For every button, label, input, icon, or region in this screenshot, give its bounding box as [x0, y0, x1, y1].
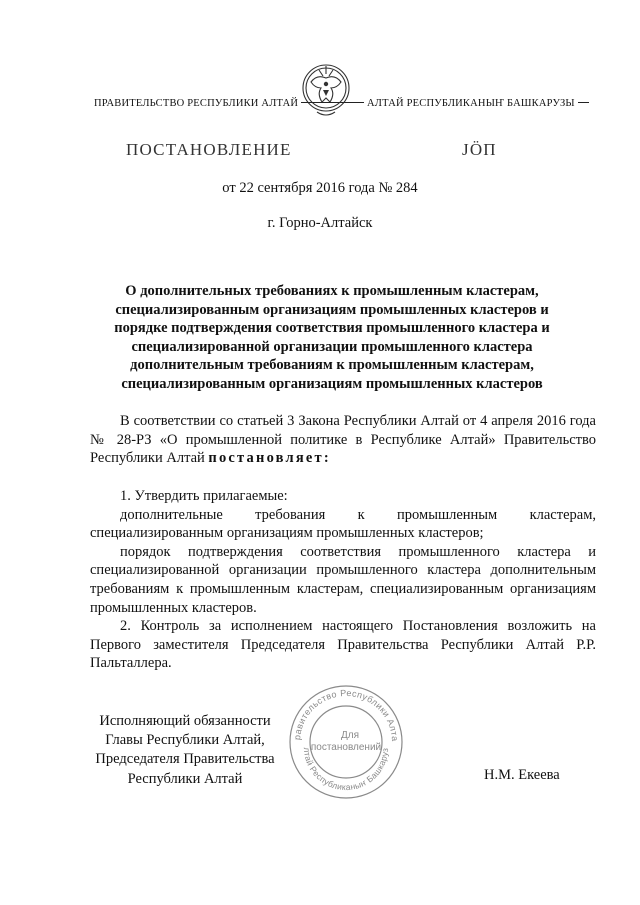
stamp-outer-bottom: лтай Республиканыҥ Башкаруз — [301, 747, 391, 793]
preamble-text: В соответствии со статьей 3 Закона Республики Алтай от 4 апреля 2016 года № 28-РЗ «О промышленной политике в Республике Алтай» Правительство Республики Алтай — [90, 413, 596, 467]
preamble-emphasis: постановляет: — [208, 450, 331, 467]
position-line: Республики Алтай — [127, 770, 243, 787]
position-line: Исполняющий обязанности — [99, 713, 271, 729]
position-line: Главы Республики Алтай, — [105, 732, 265, 749]
title-line: порядке подтверждения соответствия промышленного кластера и — [114, 320, 550, 337]
preamble-paragraph — [90, 412, 596, 468]
doc-type-alt: ЈӦП — [462, 140, 497, 159]
title-line: специализированной организации промышленного кластера — [131, 338, 533, 355]
position-line: Председателя Правительства — [95, 751, 275, 768]
stamp-outer-top: равительство Республики Алта — [291, 687, 401, 742]
stamp-inner-line-1: Для — [340, 730, 360, 741]
document-city: г. Горно-Алтайск — [267, 215, 373, 231]
signatory-position — [90, 712, 280, 789]
title-line: специализированным организациям промышленных кластеров и — [115, 301, 549, 318]
item-1-b: порядок подтверждения соответствия промышленного кластера и специализированной организации промышленного кластера дополнительным требованиям к промышленным кластерам, специализированным организациям промышленных кластеров. — [90, 543, 596, 616]
item-1-intro: 1. Утвердить прилагаемые: — [120, 488, 288, 504]
signatory-name: Н.М. Екеева — [484, 767, 560, 783]
stamp-inner-line-2: постановлений — [310, 742, 382, 753]
document-title — [92, 282, 572, 394]
title-line: О дополнительных требованиях к промышленным кластерам, — [125, 283, 539, 299]
header-government-alt: АЛТАЙ РЕСПУБЛИКАНЫҤ БАШКАРУЗЫ — [364, 98, 590, 109]
document-date-number: от 22 сентября 2016 года № 284 — [222, 180, 418, 196]
doc-type-ru: ПОСТАНОВЛЕНИЕ — [126, 140, 292, 159]
item-1-a: дополнительные требования к промышленным кластерам, специализированным организациям промышленных кластеров; — [90, 506, 596, 542]
title-line: специализированным организациям промышленных кластеров — [121, 375, 543, 392]
header-government-ru: ПРАВИТЕЛЬСТВО РЕСПУБЛИКИ АЛТАЙ — [94, 98, 294, 109]
resolution-items — [90, 487, 596, 673]
title-line: дополнительным требованиям к промышленным кластерам, — [130, 357, 534, 374]
item-2: 2. Контроль за исполнением настоящего Постановления возложить на Первого заместителя Председателя Правительства Республики Алтай Р.Р. Пальталлера. — [90, 618, 596, 672]
official-stamp — [286, 682, 406, 802]
altai-republic-coat-of-arms-icon — [297, 58, 355, 122]
